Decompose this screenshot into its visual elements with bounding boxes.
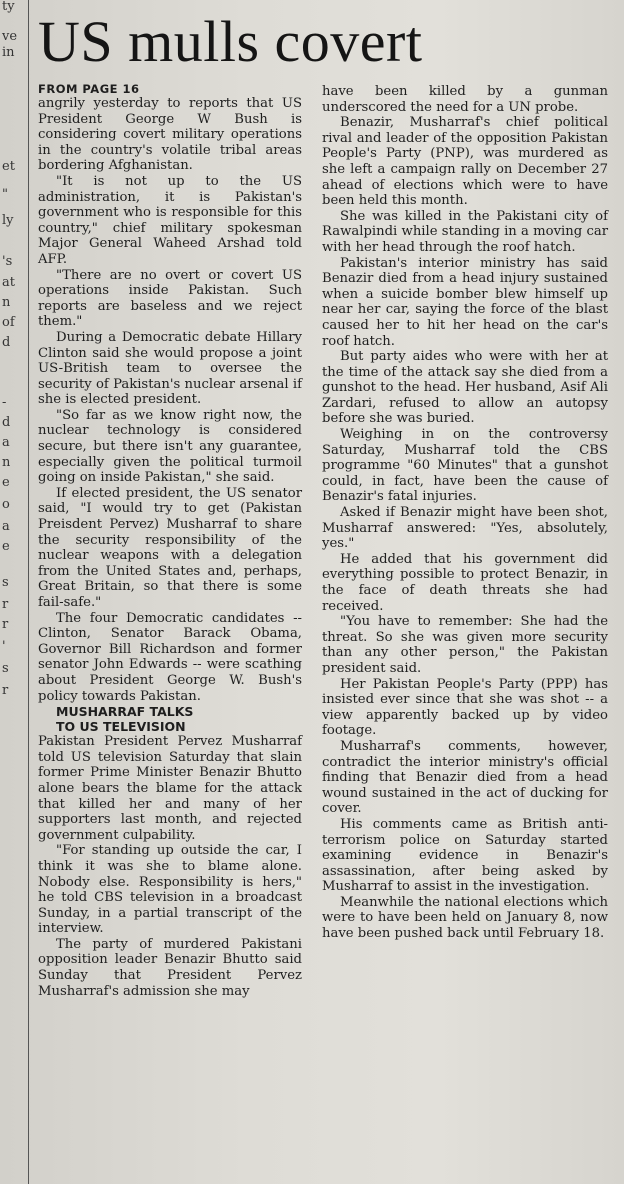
edge-fragment-text: - [2, 395, 7, 410]
paragraph: Musharraf's comments, however, contradict the interior ministry's official finding that Benazir died from a head wound sustained in the act of ducking for cover. [322, 738, 608, 817]
edge-fragment-text: of [2, 315, 15, 330]
paragraph: "There are no overt or covert US operations inside Pakistan. Such reports are baseless and we reject them." [38, 267, 302, 330]
column-rule [28, 0, 29, 1184]
kicker: FROM PAGE 16 [38, 82, 140, 96]
edge-fragment-text: ve [2, 29, 18, 44]
left-column [38, 82, 302, 999]
subhead-line-1: MUSHARRAF TALKS [56, 704, 194, 720]
edge-fragment-text: ly [2, 213, 14, 228]
edge-fragment-text: e [2, 475, 10, 490]
paragraph: "You have to remember: She had the threat. So she was given more security than any other person," the Pakistan president said. [322, 614, 608, 676]
paragraph: His comments came as British anti-terrorism police on Saturday started examining evidence in Benazir's assassination, after being asked by Musharraf to assist in the investigation. [322, 816, 608, 895]
paragraph: "It is not up to the US administration, it is Pakistan's government who is responsible for this country," chief military spokesman Major General Waheed Arshad told AFP. [38, 173, 302, 267]
edge-fragment-text: d [2, 415, 11, 430]
paragraph: Pakistan President Pervez Musharraf told US television Saturday that slain former Prime Minister Benazir Bhutto alone bears the blame for the attack that killed her and many of her supporters last month, and rejected government culpability. [38, 734, 302, 843]
paragraph: She was killed in the Pakistani city of Rawalpindi while standing in a moving car with her head through the roof hatch. [322, 208, 608, 255]
paragraph: Benazir, Musharraf's chief political rival and leader of the opposition Pakistan People's Party (PNP), was murdered as she left a campaign rally on December 27 ahead of elections which were to have been held this month. [322, 115, 608, 209]
edge-fragment-text: r [2, 683, 9, 698]
edge-fragment-text: s [2, 575, 9, 590]
paragraph: "So far as we know right now, the nuclear technology is considered secure, but there isn't any guarantee, especially given the political turmoil going on inside Pakistan," she said. [38, 407, 302, 486]
paragraph: During a Democratic debate Hillary Clinton said she would propose a joint US-British team to oversee the security of Pakistan's nuclear arsenal if she is elected president. [38, 329, 302, 408]
edge-fragment-text: e [2, 539, 10, 554]
edge-fragment-text: r [2, 597, 9, 612]
edge-fragment-text: o [2, 497, 10, 512]
edge-fragment-text: n [2, 455, 11, 470]
edge-fragment-text: " [2, 187, 8, 202]
edge-fragment-text: ' [2, 639, 6, 654]
paragraph: The party of murdered Pakistani opposition leader Benazir Bhutto said Sunday that President Pervez Musharraf's admission she may [38, 936, 302, 999]
edge-fragment-text: at [2, 275, 15, 290]
edge-fragment-text: r [2, 617, 9, 632]
paragraph: Meanwhile the national elections which were to have been held on January 8, now have been pushed back until February 18. [322, 894, 608, 942]
edge-fragment-text: ty [2, 0, 15, 14]
edge-fragment-text: 's [2, 254, 13, 269]
paragraph: have been killed by a gunman underscored the need for a UN probe. [322, 84, 608, 115]
edge-fragment-text: n [2, 295, 11, 310]
headline: US mulls covert [38, 9, 423, 74]
adjacent-column-fragment [0, 0, 24, 1184]
paragraph: But party aides who were with her at the time of the attack say she died from a gunshot to the head. Her husband, Asif Ali Zardari, refused to allow an autopsy before she was buried. [322, 349, 608, 427]
edge-fragment-text: et [2, 159, 15, 174]
edge-fragment-text: a [2, 435, 10, 450]
paragraph: If elected president, the US senator said, "I would try to get (Pakistan Preisdent Pervez) Musharraf to share the security responsibility of the nuclear weapons with a delegation from the United States and, perhaps, Great Britain, so that there is some fail-safe." [38, 485, 302, 610]
edge-fragment-text: a [2, 519, 10, 534]
paragraph: Asked if Benazir might have been shot, Musharraf answered: "Yes, absolutely, yes." [322, 505, 608, 552]
edge-fragment-text: d [2, 335, 11, 350]
paragraph: angrily yesterday to reports that US President George W Bush is considering covert military operations in the country's volatile tribal areas bordering Afghanistan. [38, 96, 302, 174]
paragraph: The four Democratic candidates -- Clinton, Senator Barack Obama, Governor Bill Richardson and former senator John Edwards -- were scathing about President George W. Bush's policy towards Pakistan. [38, 610, 302, 704]
paragraph: Her Pakistan People's Party (PPP) has insisted ever since that she was shot -- a view apparently backed up by video footage. [322, 676, 608, 739]
edge-fragment-text: in [2, 45, 15, 60]
paragraph: "For standing up outside the car, I think it was she to blame alone. Nobody else. Responsibility is hers," he told CBS television in a broadcast Sunday, in a partial transcript of the interview. [38, 843, 302, 937]
paragraph: Weighing in on the controversy Saturday, Musharraf told the CBS programme "60 Minutes" that a gunshot could, in fact, have been the cause of Benazir's fatal injuries. [322, 427, 608, 505]
right-column [322, 84, 608, 942]
paragraph: Pakistan's interior ministry has said Benazir died from a head injury sustained when a suicide bomber blew himself up near her car, saying the force of the blast caused her to hit her head on the car's roof hatch. [322, 255, 608, 349]
paragraph: He added that his government did everything possible to protect Benazir, in the face of death threats she had received. [322, 551, 608, 614]
subhead-line-2: TO US TELEVISION [56, 719, 186, 735]
edge-fragment-text: s [2, 661, 9, 676]
